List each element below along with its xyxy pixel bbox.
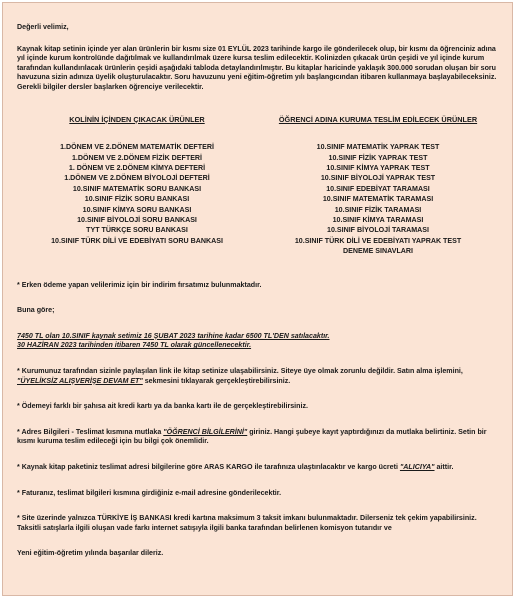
list-item: 10.SINIF KİMYA YAPRAK TEST xyxy=(326,163,430,172)
list-item: 10.SINIF FİZİK TARAMASI xyxy=(334,205,422,214)
list-item: 10.SINIF FİZİK SORU BANKASI xyxy=(84,195,190,204)
address-note xyxy=(17,428,498,447)
cargo-text-b: aittir. xyxy=(434,462,454,471)
list-item: 10.SINIF EDEBİYAT TARAMASI xyxy=(326,184,430,193)
list-item: 10.SINIF MATEMATİK YAPRAK TEST xyxy=(316,143,440,152)
list-item: 10.SINIF TÜRK DİLİ VE EDEBİYATI YAPRAK TEST xyxy=(294,236,462,245)
list-item: 1.DÖNEM VE 2.DÖNEM MATEMATİK DEFTERİ xyxy=(60,143,214,152)
greeting: Değerli velimiz, xyxy=(17,23,69,31)
right-column xyxy=(258,115,498,257)
list-item: 10.SINIF KİMYA TARAMASI xyxy=(332,216,424,224)
closing: Yeni eğitim-öğretim yılında başarılar dileriz. xyxy=(17,549,164,558)
buna-gore: Buna göre; xyxy=(17,306,55,315)
list-item: 10.SINIF BİYOLOJİ SORU BANKASI xyxy=(77,216,197,224)
invoice-note: * Faturanız, teslimat bilgileri kısmına girdiğiniz e-mail adresine gönderilecektir. xyxy=(17,488,282,497)
right-column-title: ÖĞRENCİ ADINA KURUMA TESLİM EDİLECEK ÜRÜNLER xyxy=(278,114,478,124)
payment-note: * Ödemeyi farklı bir şahısa ait kredi kartı ya da banka kartı ile de gerçekleştirebilirsiniz. xyxy=(17,402,308,411)
list-item: 10.SINIF TÜRK DİLİ VE EDEBİYATI SORU BANKASI xyxy=(51,236,223,245)
installment-note: * Site üzerinde yalnızca TÜRKİYE İŞ BANKASI kredi kartına maksimum 3 taksit imkanı bulunmaktadır. Dilerseniz tek çekim yapabilirsiniz. Taksitli satışlarla ilgili oluşan vade farkı internet satışıyla ilgili banka tarafından belirlenen komisyon tutarıdır ve xyxy=(17,514,477,532)
price-line-1: 7450 TL olan 10.SINIF kaynak setimiz 16 ŞUBAT 2023 tarihine kadar 6500 TL'DEN satılacaktır. xyxy=(17,331,330,340)
price-line-2: 30 HAZİRAN 2023 tarihinden itibaren 7450 TL olarak güncellenecektir. xyxy=(17,341,252,350)
left-column-title: KOLİNİN İÇİNDEN ÇIKACAK ÜRÜNLER xyxy=(69,114,205,124)
information-letter xyxy=(2,2,513,596)
guest-checkout-link[interactable]: "ÜYELİKSİZ ALIŞVERİŞE DEVAM ET" xyxy=(17,376,143,385)
list-item: 10.SINIF BİYOLOJİ TARAMASI xyxy=(327,226,429,235)
student-info-emphasis: "ÖĞRENCİ BİLGİLERİNİ" xyxy=(163,427,248,436)
address-text-a: * Adres Bilgileri - Teslimat kısmına mutlaka xyxy=(17,427,164,436)
list-item: 10.SINIF FİZİK YAPRAK TEST xyxy=(328,153,428,162)
product-columns xyxy=(17,115,498,257)
list-item: DENEME SINAVLARI xyxy=(342,247,414,256)
cargo-text-a: * Kaynak kitap paketiniz teslimat adresi bilgilerine göre ARAS KARGO ile tarafınıza ulaştırılacaktır ve kargo ücreti xyxy=(17,462,400,471)
list-item: 1.DÖNEM VE 2.DÖNEM BİYOLOJİ DEFTERİ xyxy=(64,174,210,183)
purchase-text-a: * Kurumunuz tarafından sizinle paylaşılan link ile kitap setinize ulaşabilirsiniz. Siteye üye olmak zorunlu değildir. Satın alma işlemini, xyxy=(17,367,463,375)
list-item: 10.SINIF MATEMATİK TARAMASI xyxy=(322,195,434,204)
list-item: 1.DÖNEM VE 2.DÖNEM FİZİK DEFTERİ xyxy=(71,153,203,162)
list-item: 10.SINIF KİMYA SORU BANKASI xyxy=(82,205,192,214)
list-item: TYT TÜRKÇE SORU BANKASI xyxy=(86,226,188,235)
cargo-note xyxy=(17,463,498,473)
list-item: 10.SINIF BİYOLOJİ YAPRAK TEST xyxy=(320,174,436,183)
recipient-emphasis: "ALICIYA" xyxy=(399,462,435,471)
intro-paragraph: Kaynak kitap setinin içinde yer alan ürünlerin bir kısmı size 01 EYLÜL 2023 tarihinde kargo ile gönderilecek olup, bir kısmı da öğrenciniz adına yıl içinde kurum kontrolünde dağıtılmak ve kullandırılmak üzere kursa teslim edilecektir. Kolinizden çıkacak ürün çeşidi ve yıl içinde kurum tarafından kullandırılacak ürünlerin çeşidi aşağıdaki tabloda detaylandırılmıştır. Bu kitaplar haricinde yaklaşık 300.000 sorudan oluşan bir soru havuzuna sizin adınıza üyelik oluşturulacaktır. Soru havuzunu yeni eğitim-öğretim yılı başlangıcından itibaren kullanmaya başlayabileceksiniz. Gerekli bilgiler dersler başlarken öğrenciye verilecektir. xyxy=(17,44,497,91)
left-column xyxy=(17,115,257,257)
address-text-b: giriniz. Hangi şubeye kayıt yaptırdığınızı da mutlaka belirtiniz. Setin bir kısmı kuruma teslim edileceği için bu bilgi çok önemlidir. xyxy=(17,427,487,446)
list-item: 10.SINIF MATEMATİK SORU BANKASI xyxy=(72,184,202,193)
purchase-note xyxy=(17,367,498,386)
discount-note: * Erken ödeme yapan velilerimiz için bir indirim fırsatımız bulunmaktadır. xyxy=(17,280,262,289)
list-item: 1. DÖNEM VE 2.DÖNEM KİMYA DEFTERİ xyxy=(68,163,206,172)
purchase-text-b: sekmesini tıklayarak gerçekleştirebilirsiniz. xyxy=(142,376,291,385)
